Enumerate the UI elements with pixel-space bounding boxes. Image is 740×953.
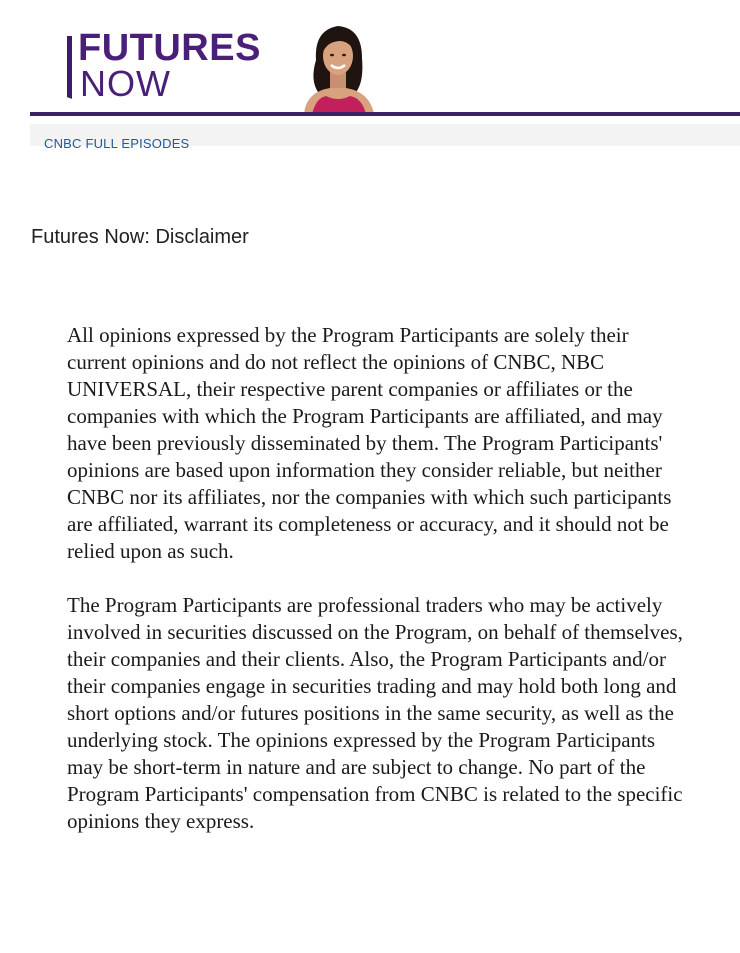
host-portrait-icon	[286, 20, 386, 114]
show-header	[30, 0, 740, 118]
page-title: Futures Now: Disclaimer	[31, 226, 249, 248]
logo-bar-tail-icon	[67, 87, 72, 99]
cnbc-full-episodes-link[interactable]: CNBC FULL EPISODES	[44, 136, 190, 151]
logo-text-futures: FUTURES	[78, 27, 261, 69]
disclaimer-body	[67, 322, 687, 862]
logo-text-now: NOW	[80, 63, 171, 104]
sub-navigation-bar	[30, 124, 740, 151]
disclaimer-paragraph-1: All opinions expressed by the Program Participants are solely their current opinions and do not reflect the opinions of CNBC, NBC UNIVERSAL, their respective parent companies or affiliates or the companies with which the Program Participants are affiliated, and may have been previously disseminated by them. The Program Participants' opinions are based upon information they consider reliable, but neither CNBC nor its affiliates, nor the companies with which such participants are affiliated, warrant its completeness or accuracy, and it should not be relied upon as such.	[67, 323, 672, 563]
header-divider	[30, 112, 740, 116]
futures-now-logo[interactable]	[62, 27, 302, 104]
disclaimer-paragraph-2: The Program Participants are professional traders who may be actively involved in securities discussed on the Program, on behalf of themselves, their companies and their clients. Also, the Program Participants and/or their companies engage in securities trading and may hold both long and short options and/or futures positions in the same security, as well as the underlying stock. The opinions expressed by the Program Participants may be short-term in nature and are subject to change. No part of the Program Participants' compensation from CNBC is related to the specific opinions they express.	[67, 593, 683, 833]
